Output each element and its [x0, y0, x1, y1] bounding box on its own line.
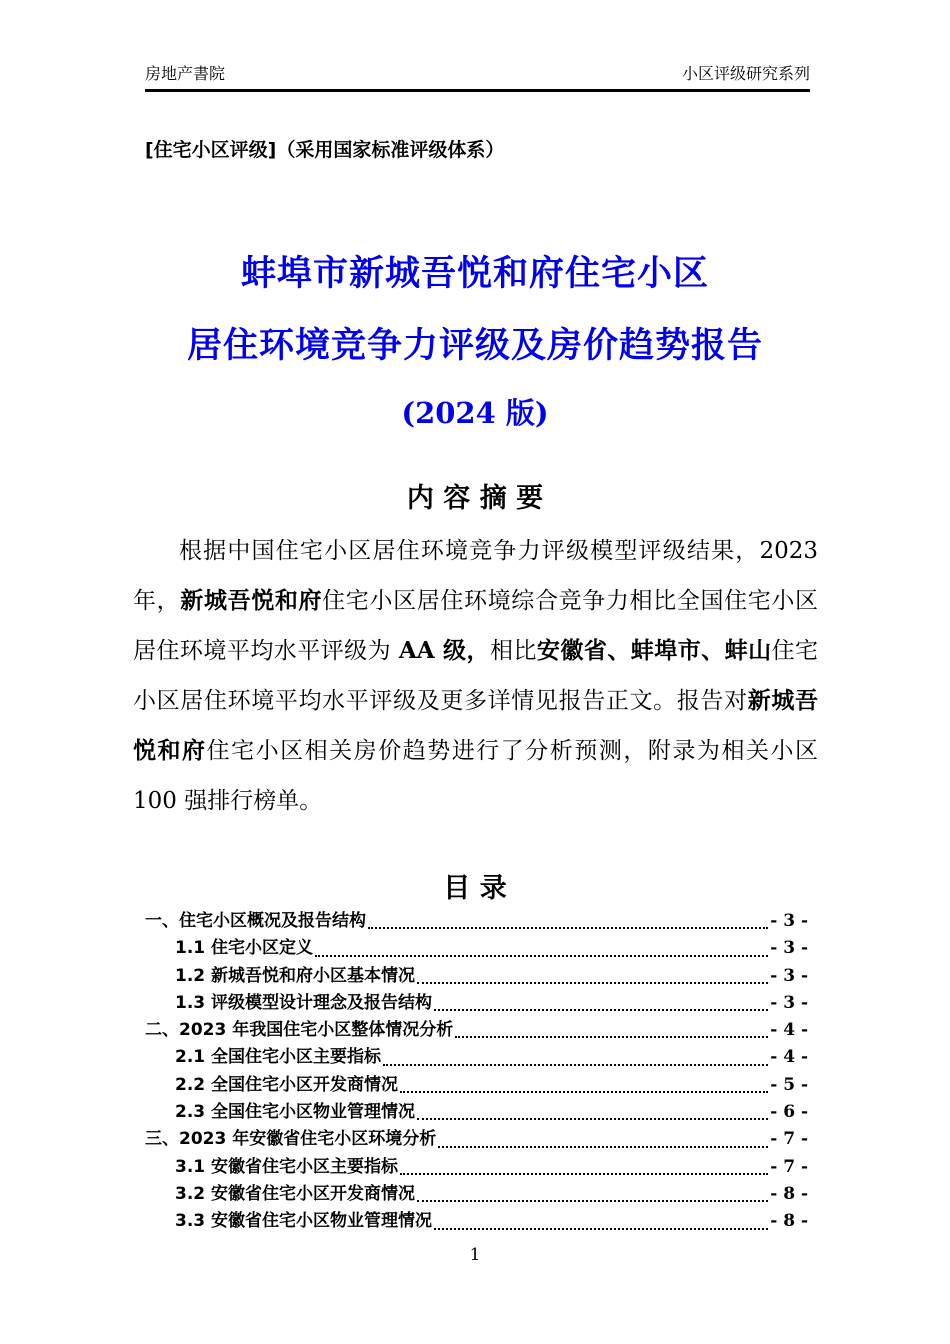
toc-entry-page: - 8 - [770, 1211, 808, 1232]
toc-entry-label: 3.2 安徽省住宅小区开发商情况 [175, 1183, 416, 1204]
toc-entry [145, 908, 808, 935]
toc-entry-label: 二、2023 年我国住宅小区整体情况分析 [145, 1020, 454, 1041]
toc-entry [145, 990, 808, 1017]
toc-entry [145, 1072, 808, 1099]
toc-entry-page: - 4 - [770, 1020, 808, 1041]
toc-entry-label: 1.3 评级模型设计理念及报告结构 [175, 992, 433, 1013]
toc-entry-page: - 5 - [770, 1074, 808, 1095]
toc-list [145, 908, 808, 1236]
report-title-block [0, 238, 950, 436]
report-title-line1: 蚌埠市新城吾悦和府住宅小区 [240, 253, 709, 294]
report-title-line2: 居住环境竞争力评级及房价趋势报告 [186, 325, 763, 366]
report-title-edition: (2024 版) [401, 396, 549, 430]
abstract-heading: 内 容 摘 要 [406, 483, 544, 514]
abstract-segment: 住宅小区相关房价趋势进行了分析预测，附录为相关小区 100 强排行榜单。 [133, 738, 819, 814]
toc-entry [145, 1099, 808, 1126]
header-left-text: 房地产書院 [145, 64, 226, 83]
toc-entry [145, 1044, 808, 1071]
toc-dot-leader [417, 982, 768, 984]
toc-dot-leader [400, 1173, 768, 1175]
abstract-segment-bold: 新城吾悦和府 [133, 687, 819, 764]
toc-entry-page: - 8 - [770, 1183, 808, 1204]
toc-entry-label: 1.1 住宅小区定义 [175, 938, 314, 959]
abstract-segment: 相比 [489, 638, 537, 664]
toc-dot-leader [455, 1036, 768, 1038]
toc-dot-leader [383, 1064, 768, 1066]
abstract-segment: 住宅小区居住环境平均水平评级及更多详情见报告正文。报告对 [133, 638, 819, 714]
toc-dot-leader [417, 1118, 768, 1120]
toc-entry-label: 2.2 全国住宅小区开发商情况 [175, 1074, 399, 1095]
toc-entry-label: 1.2 新城吾悦和府小区基本情况 [175, 965, 416, 986]
toc-entry [145, 1017, 808, 1044]
toc-dot-leader [368, 927, 768, 929]
toc-entry-page: - 3 - [770, 992, 808, 1013]
toc-entry-page: - 7 - [770, 1129, 808, 1150]
toc-dot-leader [417, 1200, 768, 1202]
toc-dot-leader [438, 1146, 768, 1148]
toc-dot-leader [434, 1009, 768, 1011]
abstract-segment: 住宅小区居住环境综合竞争力相比全国住宅小区居住环境平均水平评级为 [133, 588, 819, 664]
toc-entry-label: 3.1 安徽省住宅小区主要指标 [175, 1156, 399, 1177]
header-right-text: 小区评级研究系列 [681, 64, 810, 83]
toc-entry-page: - 3 - [770, 911, 808, 931]
toc-entry-label: 一、住宅小区概况及报告结构 [145, 911, 366, 931]
toc-entry-page: - 3 - [770, 965, 808, 986]
toc-entry-page: - 7 - [770, 1156, 808, 1177]
toc-dot-leader [315, 955, 768, 957]
toc-entry [145, 1154, 808, 1181]
toc-dot-leader [434, 1228, 768, 1230]
toc-dot-leader [400, 1091, 768, 1093]
toc-entry [145, 1181, 808, 1208]
toc-heading: 目 录 [443, 873, 507, 904]
page-header [145, 63, 810, 92]
rating-system-subtitle: [住宅小区评级]（采用国家标准评级体系） [145, 139, 505, 161]
toc-entry-label: 三、2023 年安徽省住宅小区环境分析 [145, 1129, 437, 1150]
toc-entry-page: - 6 - [770, 1102, 808, 1123]
abstract-segment: 根据中国住宅小区居住环境竞争力评级模型评级结果，2023 年， [133, 538, 818, 614]
abstract-segment-bold: 安徽省、蚌埠市、蚌山 [536, 637, 772, 664]
abstract-segment-bold: 新城吾悦和府 [180, 587, 323, 614]
toc-entry-label: 3.3 安徽省住宅小区物业管理情况 [175, 1211, 433, 1232]
toc-entry [145, 1126, 808, 1153]
toc-entry [145, 1208, 808, 1235]
abstract-segment-bold: AA 级， [398, 637, 490, 664]
page-number: 1 [469, 1245, 481, 1265]
abstract-paragraph [133, 526, 818, 826]
toc-entry-page: - 3 - [770, 938, 808, 959]
toc-entry-label: 2.1 全国住宅小区主要指标 [175, 1047, 382, 1068]
toc-entry [145, 935, 808, 962]
toc-entry-label: 2.3 全国住宅小区物业管理情况 [175, 1102, 416, 1123]
toc-entry-page: - 4 - [770, 1047, 808, 1068]
toc-entry [145, 963, 808, 990]
